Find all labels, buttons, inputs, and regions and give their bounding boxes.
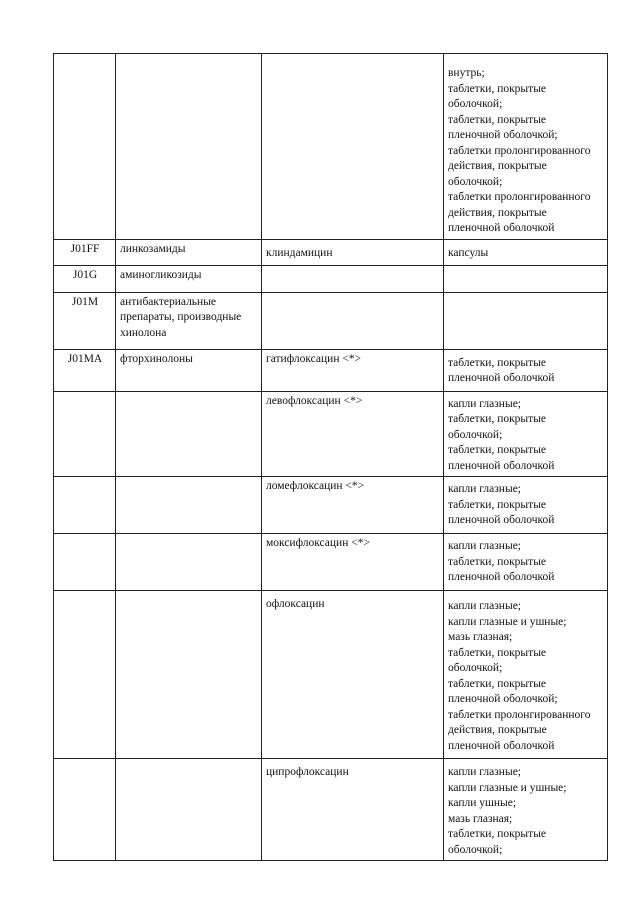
substance-cell — [262, 292, 444, 349]
group-cell — [116, 759, 262, 861]
atc-code-cell: J01MA — [54, 349, 116, 391]
substance-cell — [262, 265, 444, 292]
substance-cell: левофлоксацин <*> — [262, 391, 444, 477]
atc-code-cell — [54, 759, 116, 861]
dosage-form-line: мазь глазная; — [448, 812, 513, 825]
dosage-form-line: таблетки, покрытые — [448, 113, 547, 126]
dosage-form-line: пленочной оболочкой; — [448, 129, 558, 141]
group-cell — [116, 534, 262, 591]
dosage-form-line: таблетки, покрытые — [448, 356, 547, 369]
dosage-form-line: оболочкой; — [448, 843, 503, 856]
drug-table-body — [54, 54, 608, 861]
dosage-form-line: действия, покрытые — [448, 160, 547, 172]
table-row — [54, 54, 608, 240]
dosage-forms-cell — [444, 477, 608, 534]
dosage-form-line: оболочкой; — [448, 428, 503, 441]
substance-cell — [262, 54, 444, 240]
group-cell — [116, 477, 262, 534]
atc-code-cell — [54, 391, 116, 477]
group-cell: фторхинолоны — [116, 349, 262, 391]
group-cell — [116, 391, 262, 477]
dosage-form-line: таблетки, покрытые — [448, 555, 547, 568]
dosage-forms-cell — [444, 292, 608, 349]
dosage-form-line: оболочкой; — [448, 98, 503, 110]
dosage-form-line: оболочкой; — [448, 662, 503, 674]
group-cell: аминогликозиды — [116, 265, 262, 292]
dosage-form-line: действия, покрытые — [448, 206, 547, 219]
group-cell — [116, 54, 262, 240]
dosage-form-line: пленочной оболочкой; — [448, 693, 558, 705]
table-row — [54, 265, 608, 292]
dosage-forms-cell — [444, 591, 608, 759]
dosage-form-line: таблетки, покрытые — [448, 828, 547, 840]
table-row — [54, 292, 608, 349]
substance-cell: моксифлоксацин <*> — [262, 534, 444, 591]
dosage-form-line: оболочкой; — [448, 175, 503, 188]
dosage-form-line: таблетки, покрытые — [448, 498, 547, 511]
atc-code-cell: J01M — [54, 292, 116, 349]
dosage-form-line: капли глазные; — [448, 766, 521, 778]
dosage-form-line: таблетки пролонгированного — [448, 191, 591, 203]
dosage-forms-cell — [444, 759, 608, 861]
dosage-form-line: пленочной оболочкой — [448, 739, 555, 752]
dosage-forms-cell — [444, 54, 608, 240]
dosage-form-line: мазь глазная; — [448, 631, 513, 643]
dosage-form-line: таблетки, покрытые — [448, 413, 547, 425]
dosage-form-line: капли глазные и ушные; — [448, 781, 567, 794]
atc-code-cell — [54, 534, 116, 591]
table-row — [54, 391, 608, 477]
table-row — [54, 477, 608, 534]
dosage-forms-cell — [444, 534, 608, 591]
dosage-forms-cell — [444, 391, 608, 477]
dosage-form-line: пленочной оболочкой — [448, 459, 555, 472]
dosage-forms-cell — [444, 239, 608, 265]
substance-cell: ципрофлоксацин — [262, 759, 444, 861]
dosage-form-line: пленочной оболочкой — [448, 514, 555, 526]
dosage-form-line: таблетки, покрытые — [448, 82, 547, 95]
group-cell: антибактериальные препараты, производные хинолона — [116, 292, 262, 349]
dosage-form-line: капли глазные; — [448, 540, 521, 552]
atc-code-cell: J01FF — [54, 239, 116, 265]
dosage-form-line: капли глазные; — [448, 600, 521, 612]
dosage-form-line: таблетки пролонгированного — [448, 144, 591, 157]
dosage-form-line: действия, покрытые — [448, 724, 547, 736]
group-cell: линкозамиды — [116, 239, 262, 265]
dosage-forms-cell — [444, 349, 608, 391]
atc-code-cell: J01G — [54, 265, 116, 292]
dosage-form-line: пленочной оболочкой — [448, 372, 555, 384]
dosage-form-line: капли глазные; — [448, 483, 521, 495]
substance-cell: клиндамицин — [262, 239, 444, 265]
dosage-form-line: капли глазные и ушные; — [448, 615, 567, 628]
substance-cell: ломефлоксацин <*> — [262, 477, 444, 534]
dosage-form-line: внутрь; — [448, 67, 485, 79]
table-row — [54, 239, 608, 265]
drug-table — [53, 53, 608, 861]
dosage-form-line: таблетки, покрытые — [448, 646, 547, 659]
dosage-form-line: таблетки, покрытые — [448, 677, 547, 690]
dosage-form-line: капсулы — [448, 246, 489, 259]
dosage-form-line: капли ушные; — [448, 797, 517, 809]
substance-cell: офлоксацин — [262, 591, 444, 759]
table-row — [54, 759, 608, 861]
atc-code-cell — [54, 477, 116, 534]
atc-code-cell — [54, 591, 116, 759]
table-row — [54, 534, 608, 591]
group-cell — [116, 591, 262, 759]
table-row — [54, 591, 608, 759]
dosage-forms-cell — [444, 265, 608, 292]
dosage-form-line: пленочной оболочкой — [448, 222, 555, 234]
dosage-form-line: капли глазные; — [448, 397, 521, 410]
dosage-form-line: таблетки, покрытые — [448, 444, 547, 456]
dosage-form-line: пленочной оболочкой — [448, 571, 555, 583]
substance-cell: гатифлоксацин <*> — [262, 349, 444, 391]
dosage-form-line: таблетки пролонгированного — [448, 708, 591, 721]
table-row — [54, 349, 608, 391]
atc-code-cell — [54, 54, 116, 240]
